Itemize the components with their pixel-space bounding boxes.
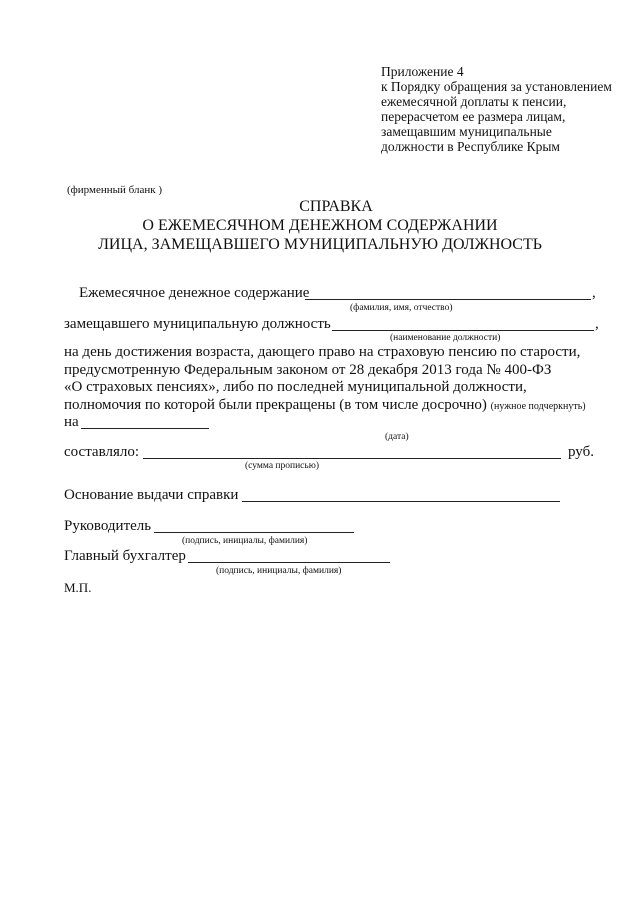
head-label: Руководитель (64, 518, 152, 534)
para-line (64, 344, 594, 362)
body-paragraph (64, 344, 594, 415)
para-text: на день достижения возраста, дающего право на страховую пенсию по старости, (64, 344, 581, 360)
appendix-line: должности в Республике Крым (381, 139, 560, 154)
appendix-line: к Порядку обращения за установлением (381, 79, 612, 94)
head-caption: (подпись, инициалы, фамилия) (182, 536, 308, 546)
amount-label: составляло: (64, 444, 140, 460)
title-line: О ЕЖЕМЕСЯЧНОМ ДЕНЕЖНОМ СОДЕРЖАНИИ (142, 217, 498, 234)
date-field[interactable] (81, 428, 209, 429)
letterhead-note: (фирменный бланк ) (67, 184, 162, 196)
position-label: замещавшего муниципальную должность (64, 316, 331, 332)
para-line: предусмотренную Федеральным законом от 28 декабря 2013 года № 400-ФЗ (64, 361, 552, 378)
comma: , (595, 316, 599, 332)
accountant-caption: (подпись, инициалы, фамилия) (216, 566, 342, 576)
appendix-line: Приложение 4 (381, 64, 464, 79)
position-field[interactable] (332, 330, 594, 331)
accountant-signature-field[interactable] (188, 562, 390, 563)
amount-field[interactable] (143, 458, 561, 459)
appendix-line: перерасчетом ее размера лицам, (381, 109, 566, 124)
date-caption: (дата) (385, 432, 409, 442)
fio-field[interactable] (305, 299, 591, 300)
document-title (0, 197, 640, 254)
position-caption: (наименование должности) (390, 333, 501, 343)
amount-caption: (сумма прописью) (245, 461, 319, 471)
seal-label: М.П. (64, 580, 92, 595)
para-text: полномочия по которой были прекращены (в том числе досрочно) (64, 396, 487, 413)
fio-caption: (фамилия, имя, отчество) (350, 303, 453, 313)
appendix-line: ежемесячной доплаты к пенсии, (381, 94, 567, 109)
title-line: СПРАВКА (299, 198, 373, 215)
appendix-note (381, 64, 631, 154)
monthly-label: Ежемесячное денежное содержание (79, 285, 310, 301)
head-signature-field[interactable] (154, 532, 354, 533)
appendix-line: замещавшим муниципальные (381, 124, 552, 139)
para-line (64, 397, 594, 416)
basis-label: Основание выдачи справки (64, 487, 239, 503)
basis-field[interactable] (242, 501, 560, 502)
title-line: ЛИЦА, ЗАМЕЩАВШЕГО МУНИЦИПАЛЬНУЮ ДОЛЖНОСТЬ (98, 236, 542, 253)
comma: , (592, 285, 596, 301)
para-note: (нужное подчеркнуть) (490, 400, 586, 412)
currency-label: руб. (568, 444, 594, 460)
on-label: на (64, 414, 79, 430)
para-line: «О страховых пенсиях», либо по последней муниципальной должности, (64, 379, 527, 395)
accountant-label: Главный бухгалтер (64, 548, 186, 564)
